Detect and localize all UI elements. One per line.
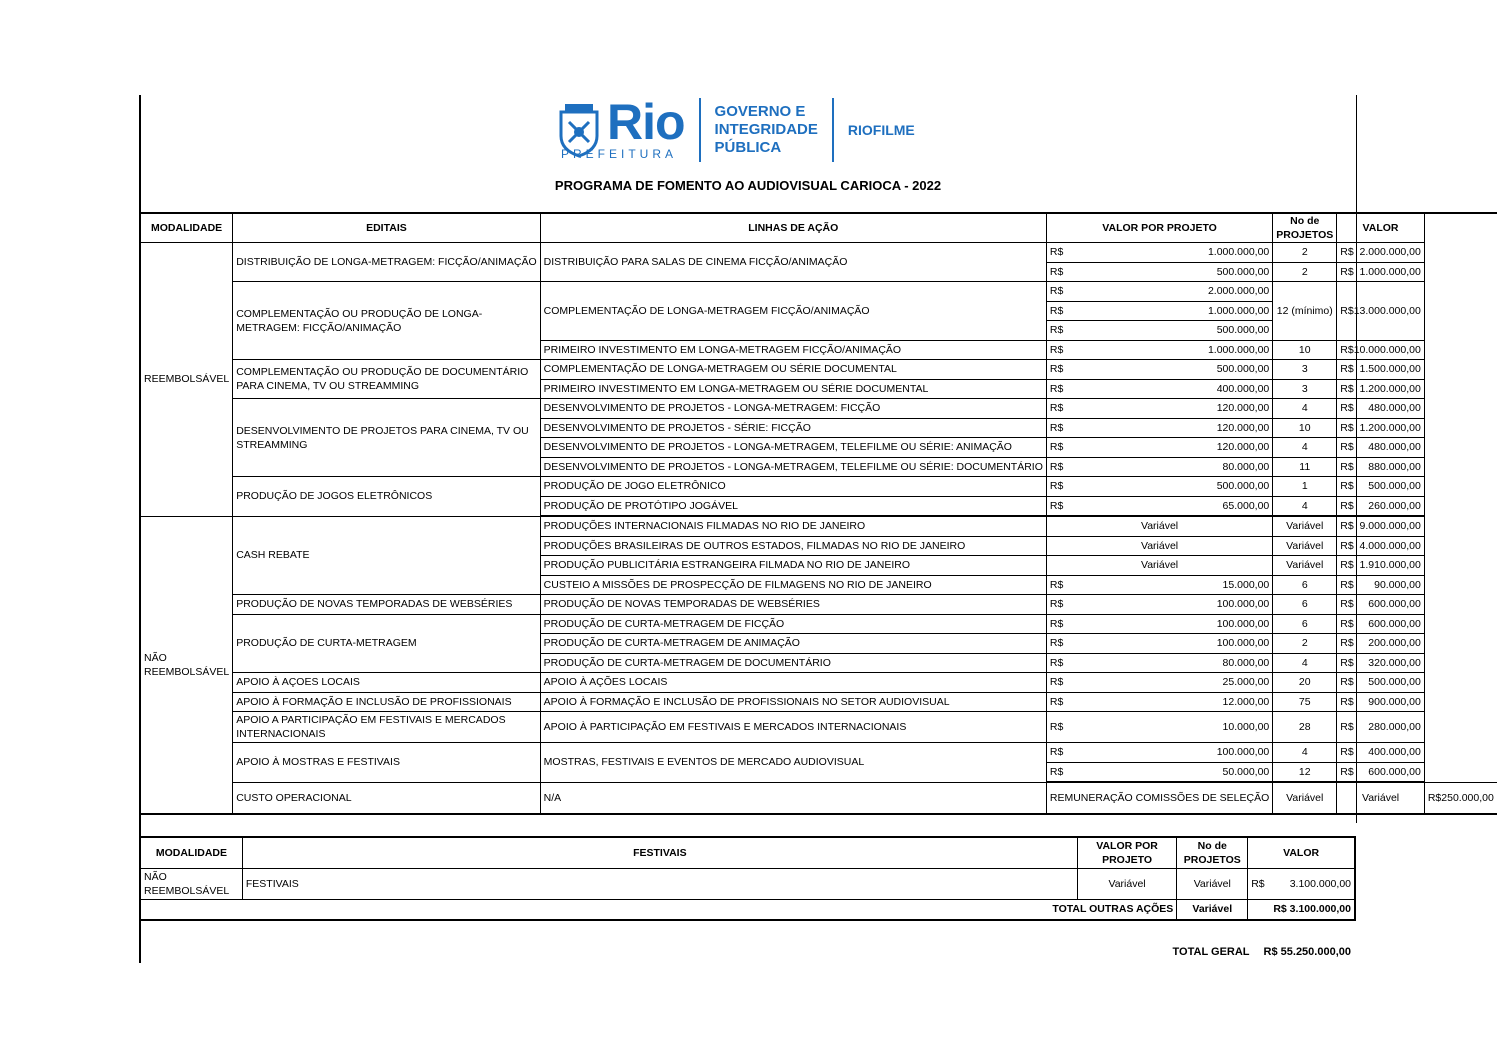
document-page <box>139 94 1494 963</box>
vpp-cell: Variável <box>1273 782 1337 814</box>
np-cell: 75 <box>1273 692 1337 712</box>
total-outras-valor: R$ 3.100.000,00 <box>1248 900 1355 920</box>
valor-cell: R$ 200.000,00 <box>1337 634 1425 654</box>
linha-cell: APOIO À FORMAÇÃO E INCLUSÃO DE PROFISSIONAIS NO SETOR AUDIOVISUAL <box>540 692 1046 712</box>
valor-cell: R$ 400.000,00 <box>1337 743 1425 763</box>
modalidade-cell: CUSTO OPERACIONAL <box>233 782 540 814</box>
col-num-projetos: No de PROJETOS <box>1177 837 1248 869</box>
edital-cell: APOIO À FORMAÇÃO E INCLUSÃO DE PROFISSIONAIS <box>233 692 540 712</box>
table-row <box>140 743 1497 763</box>
valor-cell: R$ 10.000.000,00 <box>1337 340 1425 360</box>
vpp-cell: R$ 500.000,00 <box>1046 262 1272 282</box>
valor-cell: R$ 1.200.000,00 <box>1337 418 1425 438</box>
table-row <box>140 360 1497 380</box>
valor-cell: R$ 600.000,00 <box>1337 762 1425 782</box>
table-row <box>140 692 1497 712</box>
np-cell: 3 <box>1273 360 1337 380</box>
table-row <box>140 869 1355 900</box>
linha-cell: PRIMEIRO INVESTIMENTO EM LONGA-METRAGEM FICÇÃO/ANIMAÇÃO <box>540 340 1046 360</box>
np-cell: 10 <box>1273 340 1337 360</box>
np-cell: 2 <box>1273 262 1337 282</box>
logo-prefeitura-text: PREFEITURA <box>561 147 678 161</box>
linha-cell: PRODUÇÃO DE NOVAS TEMPORADAS DE WEBSÉRIES <box>540 595 1046 615</box>
modalidade-cell: NÃO REEMBOLSÁVEL <box>140 869 242 900</box>
total-outras-label: TOTAL OUTRAS AÇÕES <box>140 900 1177 920</box>
vpp-cell: R$ 100.000,00 <box>1046 614 1272 634</box>
edital-cell: N/A <box>540 782 1046 814</box>
vpp-cell: R$ 80.000,00 <box>1046 457 1272 477</box>
gov-line-2: INTEGRIDADE <box>714 121 818 138</box>
np-cell: Variável <box>1273 556 1337 576</box>
col-modalidade: MODALIDADE <box>140 837 242 869</box>
valor-cell: R$ 13.000.000,00 <box>1337 282 1425 341</box>
total-outras-acoes-row <box>140 900 1355 920</box>
riofilme-label: RIOFILME <box>847 122 915 138</box>
vpp-cell: R$ 25.000,00 <box>1046 673 1272 693</box>
np-cell: 12 <box>1273 762 1337 782</box>
linha-cell: COMPLEMENTAÇÃO DE LONGA-METRAGEM OU SÉRIE DOCUMENTAL <box>540 360 1046 380</box>
table-row <box>140 673 1497 693</box>
linha-cell: CUSTEIO A MISSÕES DE PROSPECÇÃO DE FILMAGENS NO RIO DE JANEIRO <box>540 575 1046 595</box>
valor-cell: R$ 500.000,00 <box>1337 673 1425 693</box>
np-cell: Variável <box>1273 516 1337 536</box>
table-row <box>140 712 1497 743</box>
vpp-cell: R$ 500.000,00 <box>1046 321 1272 341</box>
vpp-cell: R$ 400.000,00 <box>1046 379 1272 399</box>
linha-cell: PRODUÇÃO PUBLICITÁRIA ESTRANGEIRA FILMADA NO RIO DE JANEIRO <box>540 556 1046 576</box>
valor-cell: R$ 1.000.000,00 <box>1337 262 1425 282</box>
vpp-cell: Variável <box>1046 556 1272 576</box>
vpp-cell: R$ 12.000,00 <box>1046 692 1272 712</box>
table-row <box>140 243 1497 263</box>
np-cell: 20 <box>1273 673 1337 693</box>
col-num-projetos: No de PROJETOS <box>1273 213 1337 243</box>
valor-cell: R$ 900.000,00 <box>1337 692 1425 712</box>
vpp-cell: R$ 65.000,00 <box>1046 496 1272 516</box>
np-cell: 4 <box>1273 438 1337 458</box>
edital-cell: APOIO À MOSTRAS E FESTIVAIS <box>233 743 540 783</box>
np-cell: Variável <box>1273 536 1337 556</box>
festivais-cell: FESTIVAIS <box>242 869 1077 900</box>
vpp-cell: R$ 1.000.000,00 <box>1046 243 1272 263</box>
vpp-cell: Variável <box>1046 536 1272 556</box>
valor-cell: R$ 280.000,00 <box>1337 712 1425 743</box>
vpp-cell: R$ 100.000,00 <box>1046 743 1272 763</box>
linha-cell: DESENVOLVIMENTO DE PROJETOS - LONGA-METRAGEM, TELEFILME OU SÉRIE: ANIMAÇÃO <box>540 438 1046 458</box>
prefeitura-logo <box>555 95 915 165</box>
linha-cell: PRODUÇÃO DE JOGO ELETRÔNICO <box>540 477 1046 497</box>
valor-cell: R$ 3.100.000,00 <box>1248 869 1355 900</box>
vpp-cell: R$ 120.000,00 <box>1046 399 1272 419</box>
np-cell: 6 <box>1273 614 1337 634</box>
vpp-cell: R$ 1.000.000,00 <box>1046 340 1272 360</box>
edital-cell: APOIO A PARTICIPAÇÃO EM FESTIVAIS E MERCADOS INTERNACIONAIS <box>233 712 540 743</box>
modalidade-cell: REEMBOLSÁVEL <box>140 243 233 517</box>
np-cell: 11 <box>1273 457 1337 477</box>
total-outras-np: Variável <box>1177 900 1248 920</box>
linha-cell: REMUNERAÇÃO COMISSÕES DE SELEÇÃO <box>1046 782 1272 814</box>
col-valor: VALOR <box>1248 837 1355 869</box>
valor-cell: R$ 9.000.000,00 <box>1337 516 1425 536</box>
valor-cell: R$ 4.000.000,00 <box>1337 536 1425 556</box>
valor-cell: R$ 1.910.000,00 <box>1337 556 1425 576</box>
vpp-cell: R$ 80.000,00 <box>1046 653 1272 673</box>
table-row <box>140 516 1497 536</box>
vpp-cell: R$ 15.000,00 <box>1046 575 1272 595</box>
edital-cell: CASH REBATE <box>233 516 540 595</box>
np-cell: 1 <box>1273 477 1337 497</box>
linha-cell: PRODUÇÃO DE CURTA-METRAGEM DE DOCUMENTÁRIO <box>540 653 1046 673</box>
logo-divider-2 <box>832 98 834 162</box>
vpp-cell: R$ 500.000,00 <box>1046 360 1272 380</box>
np-cell: Variável <box>1177 869 1248 900</box>
linha-cell: DESENVOLVIMENTO DE PROJETOS - SÉRIE: FICÇÃO <box>540 418 1046 438</box>
gov-line-1: GOVERNO E <box>714 103 806 120</box>
valor-cell: R$ 480.000,00 <box>1337 438 1425 458</box>
np-cell: 4 <box>1273 399 1337 419</box>
vpp-cell: R$ 2.000.000,00 <box>1046 282 1272 302</box>
linha-cell: PRODUÇÃO DE CURTA-METRAGEM DE ANIMAÇÃO <box>540 634 1046 654</box>
valor-cell: R$ 600.000,00 <box>1337 614 1425 634</box>
page-title: PROGRAMA DE FOMENTO AO AUDIOVISUAL CARIOCA - 2022 <box>554 178 942 193</box>
edital-cell: PRODUÇÃO DE JOGOS ELETRÔNICOS <box>233 477 540 517</box>
edital-cell: PRODUÇÃO DE NOVAS TEMPORADAS DE WEBSÉRIES <box>233 595 540 615</box>
linha-cell: APOIO À AÇÕES LOCAIS <box>540 673 1046 693</box>
np-cell: 6 <box>1273 575 1337 595</box>
valor-cell: R$ 500.000,00 <box>1337 477 1425 497</box>
linha-cell: DISTRIBUIÇÃO PARA SALAS DE CINEMA FICÇÃO/ANIMAÇÃO <box>540 243 1046 282</box>
festivais-header-row <box>140 837 1355 869</box>
modalidade-cell: NÃO REEMBOLSÁVEL <box>140 516 233 814</box>
document-header <box>139 95 1357 210</box>
vpp-cell: R$ 120.000,00 <box>1046 438 1272 458</box>
edital-cell: DESENVOLVIMENTO DE PROJETOS PARA CINEMA, TV OU STREAMMING <box>233 399 540 477</box>
total-geral-value: R$ 55.250.000,00 <box>1263 946 1351 958</box>
valor-cell: R$ 480.000,00 <box>1337 399 1425 419</box>
linha-cell: DESENVOLVIMENTO DE PROJETOS - LONGA-METRAGEM: FICÇÃO <box>540 399 1046 419</box>
valor-cell: R$ 600.000,00 <box>1337 595 1425 615</box>
edital-cell: COMPLEMENTAÇÃO OU PRODUÇÃO DE DOCUMENTÁRIO PARA CINEMA, TV OU STREAMMING <box>233 360 540 399</box>
np-cell: 4 <box>1273 496 1337 516</box>
logo-rio-word: Rio <box>607 94 685 150</box>
vpp-cell: R$ 100.000,00 <box>1046 595 1272 615</box>
vpp-cell: R$ 500.000,00 <box>1046 477 1272 497</box>
festivais-table <box>139 836 1356 921</box>
linha-cell: PRIMEIRO INVESTIMENTO EM LONGA-METRAGEM OU SÉRIE DOCUMENTAL <box>540 379 1046 399</box>
table-row <box>140 782 1497 814</box>
col-modalidade: MODALIDADE <box>140 213 233 243</box>
col-linhas: LINHAS DE AÇÃO <box>540 213 1046 243</box>
valor-cell: R$ 880.000,00 <box>1337 457 1425 477</box>
valor-cell: R$ 1.500.000,00 <box>1337 360 1425 380</box>
vpp-cell: Variável <box>1077 869 1177 900</box>
edital-cell: APOIO À AÇOES LOCAIS <box>233 673 540 693</box>
np-cell: 4 <box>1273 743 1337 763</box>
np-cell: 12 (mínimo) <box>1273 282 1337 341</box>
valor-cell: R$ 1.200.000,00 <box>1337 379 1425 399</box>
col-valor: VALOR <box>1337 213 1425 243</box>
col-festivais: FESTIVAIS <box>242 837 1077 869</box>
linha-cell: PRODUÇÃO DE CURTA-METRAGEM DE FICÇÃO <box>540 614 1046 634</box>
np-cell: 2 <box>1273 243 1337 263</box>
vpp-cell: R$ 50.000,00 <box>1046 762 1272 782</box>
table-header-row <box>140 213 1497 243</box>
col-valor-por-projeto: VALOR POR PROJETO <box>1077 837 1177 869</box>
np-cell: 28 <box>1273 712 1337 743</box>
valor-cell: R$ 250.000,00 <box>1424 782 1497 814</box>
table-row <box>140 399 1497 419</box>
vpp-cell: R$ 100.000,00 <box>1046 634 1272 654</box>
np-cell: 6 <box>1273 595 1337 615</box>
valor-cell: R$ 320.000,00 <box>1337 653 1425 673</box>
total-geral <box>1173 946 1351 958</box>
np-cell: 4 <box>1273 653 1337 673</box>
linha-cell: DESENVOLVIMENTO DE PROJETOS - LONGA-METRAGEM, TELEFILME OU SÉRIE: DOCUMENTÁRIO <box>540 457 1046 477</box>
linha-cell: APOIO À PARTICIPAÇÃO EM FESTIVAIS E MERCADOS INTERNACIONAIS <box>540 712 1046 743</box>
fomento-table <box>139 212 1497 815</box>
total-geral-label: TOTAL GERAL <box>1172 946 1250 958</box>
np-cell: 2 <box>1273 634 1337 654</box>
table-row <box>140 477 1497 497</box>
table-row <box>140 595 1497 615</box>
valor-cell: R$ 260.000,00 <box>1337 496 1425 516</box>
np-cell: 10 <box>1273 418 1337 438</box>
valor-cell: R$ 2.000.000,00 <box>1337 243 1425 263</box>
linha-cell: MOSTRAS, FESTIVAIS E EVENTOS DE MERCADO AUDIOVISUAL <box>540 743 1046 783</box>
np-cell: 3 <box>1273 379 1337 399</box>
linha-cell: PRODUÇÕES INTERNACIONAIS FILMADAS NO RIO DE JANEIRO <box>540 516 1046 536</box>
edital-cell: COMPLEMENTAÇÃO OU PRODUÇÃO DE LONGA-METRAGEM: FICÇÃO/ANIMAÇÃO <box>233 282 540 360</box>
vpp-cell: R$ 10.000,00 <box>1046 712 1272 743</box>
gov-line-3: PÚBLICA <box>714 139 782 156</box>
edital-cell: PRODUÇÃO DE CURTA-METRAGEM <box>233 614 540 673</box>
linha-cell: COMPLEMENTAÇÃO DE LONGA-METRAGEM FICÇÃO/ANIMAÇÃO <box>540 282 1046 341</box>
np-cell: Variável <box>1337 782 1425 814</box>
valor-cell: R$ 90.000,00 <box>1337 575 1425 595</box>
table-row <box>140 282 1497 302</box>
vpp-cell: R$ 120.000,00 <box>1046 418 1272 438</box>
col-editais: EDITAIS <box>233 213 540 243</box>
linha-cell: PRODUÇÕES BRASILEIRAS DE OUTROS ESTADOS, FILMADAS NO RIO DE JANEIRO <box>540 536 1046 556</box>
edital-cell: DISTRIBUIÇÃO DE LONGA-METRAGEM: FICÇÃO/ANIMAÇÃO <box>233 243 540 282</box>
table-row <box>140 614 1497 634</box>
logo-divider <box>699 98 701 162</box>
vpp-cell: Variável <box>1046 516 1272 536</box>
vpp-cell: R$ 1.000.000,00 <box>1046 301 1272 321</box>
linha-cell: PRODUÇÃO DE PROTÓTIPO JOGÁVEL <box>540 496 1046 516</box>
col-valor-por-projeto: VALOR POR PROJETO <box>1046 213 1272 243</box>
